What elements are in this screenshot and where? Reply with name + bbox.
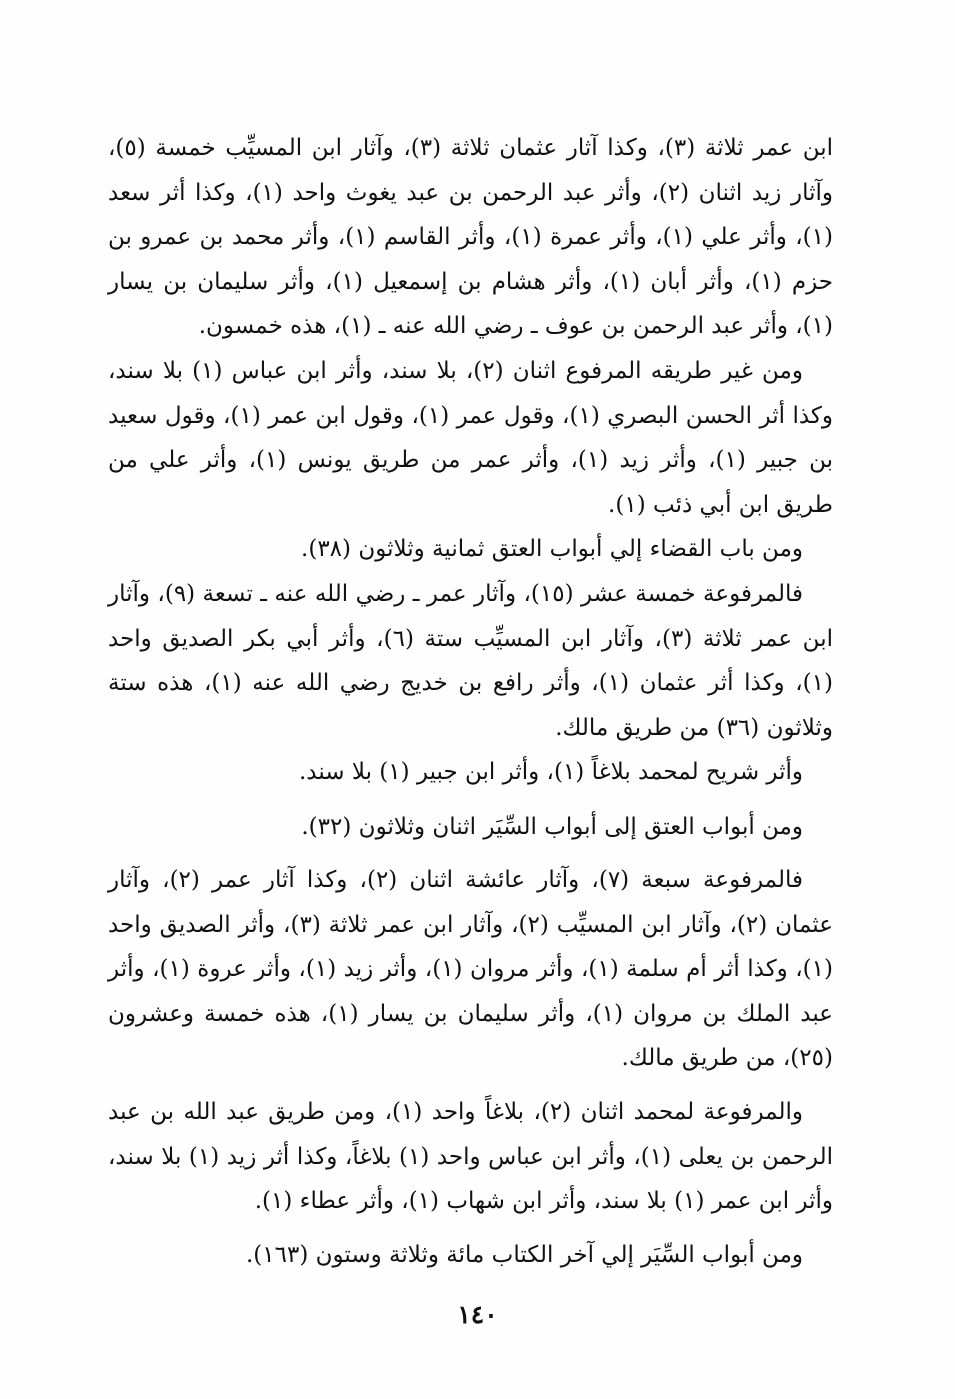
paragraph: ومن غير طريقه المرفوع اثنان (٢)، بلا سند، وأثر ابن عباس (١) بلا سند، وكذا أثر الحسن البصري (١)، وقول عمر (١)، وقول ابن عمر (١)، وقول سعيد بن جبير (١)، وأثر زيد (١)، وأثر عمر من طريق يونس (١)، وأثر علي من طريق ابن أبي ذئب (١). [108,358,833,518]
paragraph: والمرفوعة لمحمد اثنان (٢)، بلاغاً واحد (١)، ومن طريق عبد الله بن عبد الرحمن بن يعلى (١)، وأثر ابن عباس واحد (١) بلاغاً، وكذا أثر زيد (١) بلا سند، وأثر ابن عمر (١) بلا سند، وأثر ابن شهاب (١)، وأثر عطاء (١). [108,1099,833,1214]
paragraph-2-block [108,349,833,527]
paragraph-5-block [108,750,833,795]
paragraph-3-block [108,527,833,572]
paragraph: فالمرفوعة خمسة عشر (١٥)، وآثار عمر ـ رضي الله عنه ـ تسعة (٩)، وآثار ابن عمر ثلاثة (٣)، وآثار ابن المسيِّب ستة (٦)، وأثر أبي بكر الصديق واحد (١)، وكذا أثر عثمان (١)، وأثر رافع بن خديج رضي الله عنه (١)، هذه ستة وثلاثون (٣٦) من طريق مالك. [108,581,833,741]
paragraph-8-block [108,1090,833,1224]
paragraph: ومن أبواب العتق إلى أبواب السِّيَر اثنان وثلاثون (٣٢). [301,814,803,840]
paragraph: ومن باب القضاء إلي أبواب العتق ثمانية وثلاثون (٣٨). [301,536,803,562]
paragraph-7-block [108,858,833,1081]
paragraph-6-block [108,805,833,850]
paragraph-1-block [108,126,833,349]
paragraph: ابن عمر ثلاثة (٣)، وكذا آثار عثمان ثلاثة (٣)، وآثار ابن المسيِّب خمسة (٥)، وآثار زيد اثنان (٢)، وأثر عبد الرحمن بن عبد يغوث واحد (١)، وكذا أثر سعد (١)، وأثر علي (١)، وأثر عمرة (١)، وأثر القاسم (١)، وأثر محمد بن عمرو بن حزم (١)، وأثر أبان (١)، وأثر هشام بن إسمعيل (١)، وأثر سليمان بن يسار (١)، وأثر عبد الرحمن بن عوف ـ رضي الله عنه ـ (١)، هذه خمسون. [108,135,834,339]
paragraph: فالمرفوعة سبعة (٧)، وآثار عائشة اثنان (٢)، وكذا آثار عمر (٢)، وآثار عثمان (٢)، وآثار ابن المسيِّب (٢)، وآثار ابن عمر ثلاثة (٣)، وأثر الصديق واحد (١)، وكذا أثر أم سلمة (١)، وأثر مروان (١)، وأثر زيد (١)، وأثر عروة (١)، وأثر عبد الملك بن مروان (١)، وأثر سليمان بن يسار (١)، هذه خمسة وعشرون (٢٥)، من طريق مالك. [108,867,833,1071]
paragraph-4-block [108,572,833,750]
paragraph-9-block [108,1233,833,1278]
paragraph: ومن أبواب السِّيَر إلي آخر الكتاب مائة وثلاثة وستون (١٦٣). [245,1242,803,1268]
page-number: ١٤٠ [457,1300,498,1329]
paragraph: وأثر شريح لمحمد بلاغاً (١)، وأثر ابن جبير (١) بلا سند. [298,759,803,785]
